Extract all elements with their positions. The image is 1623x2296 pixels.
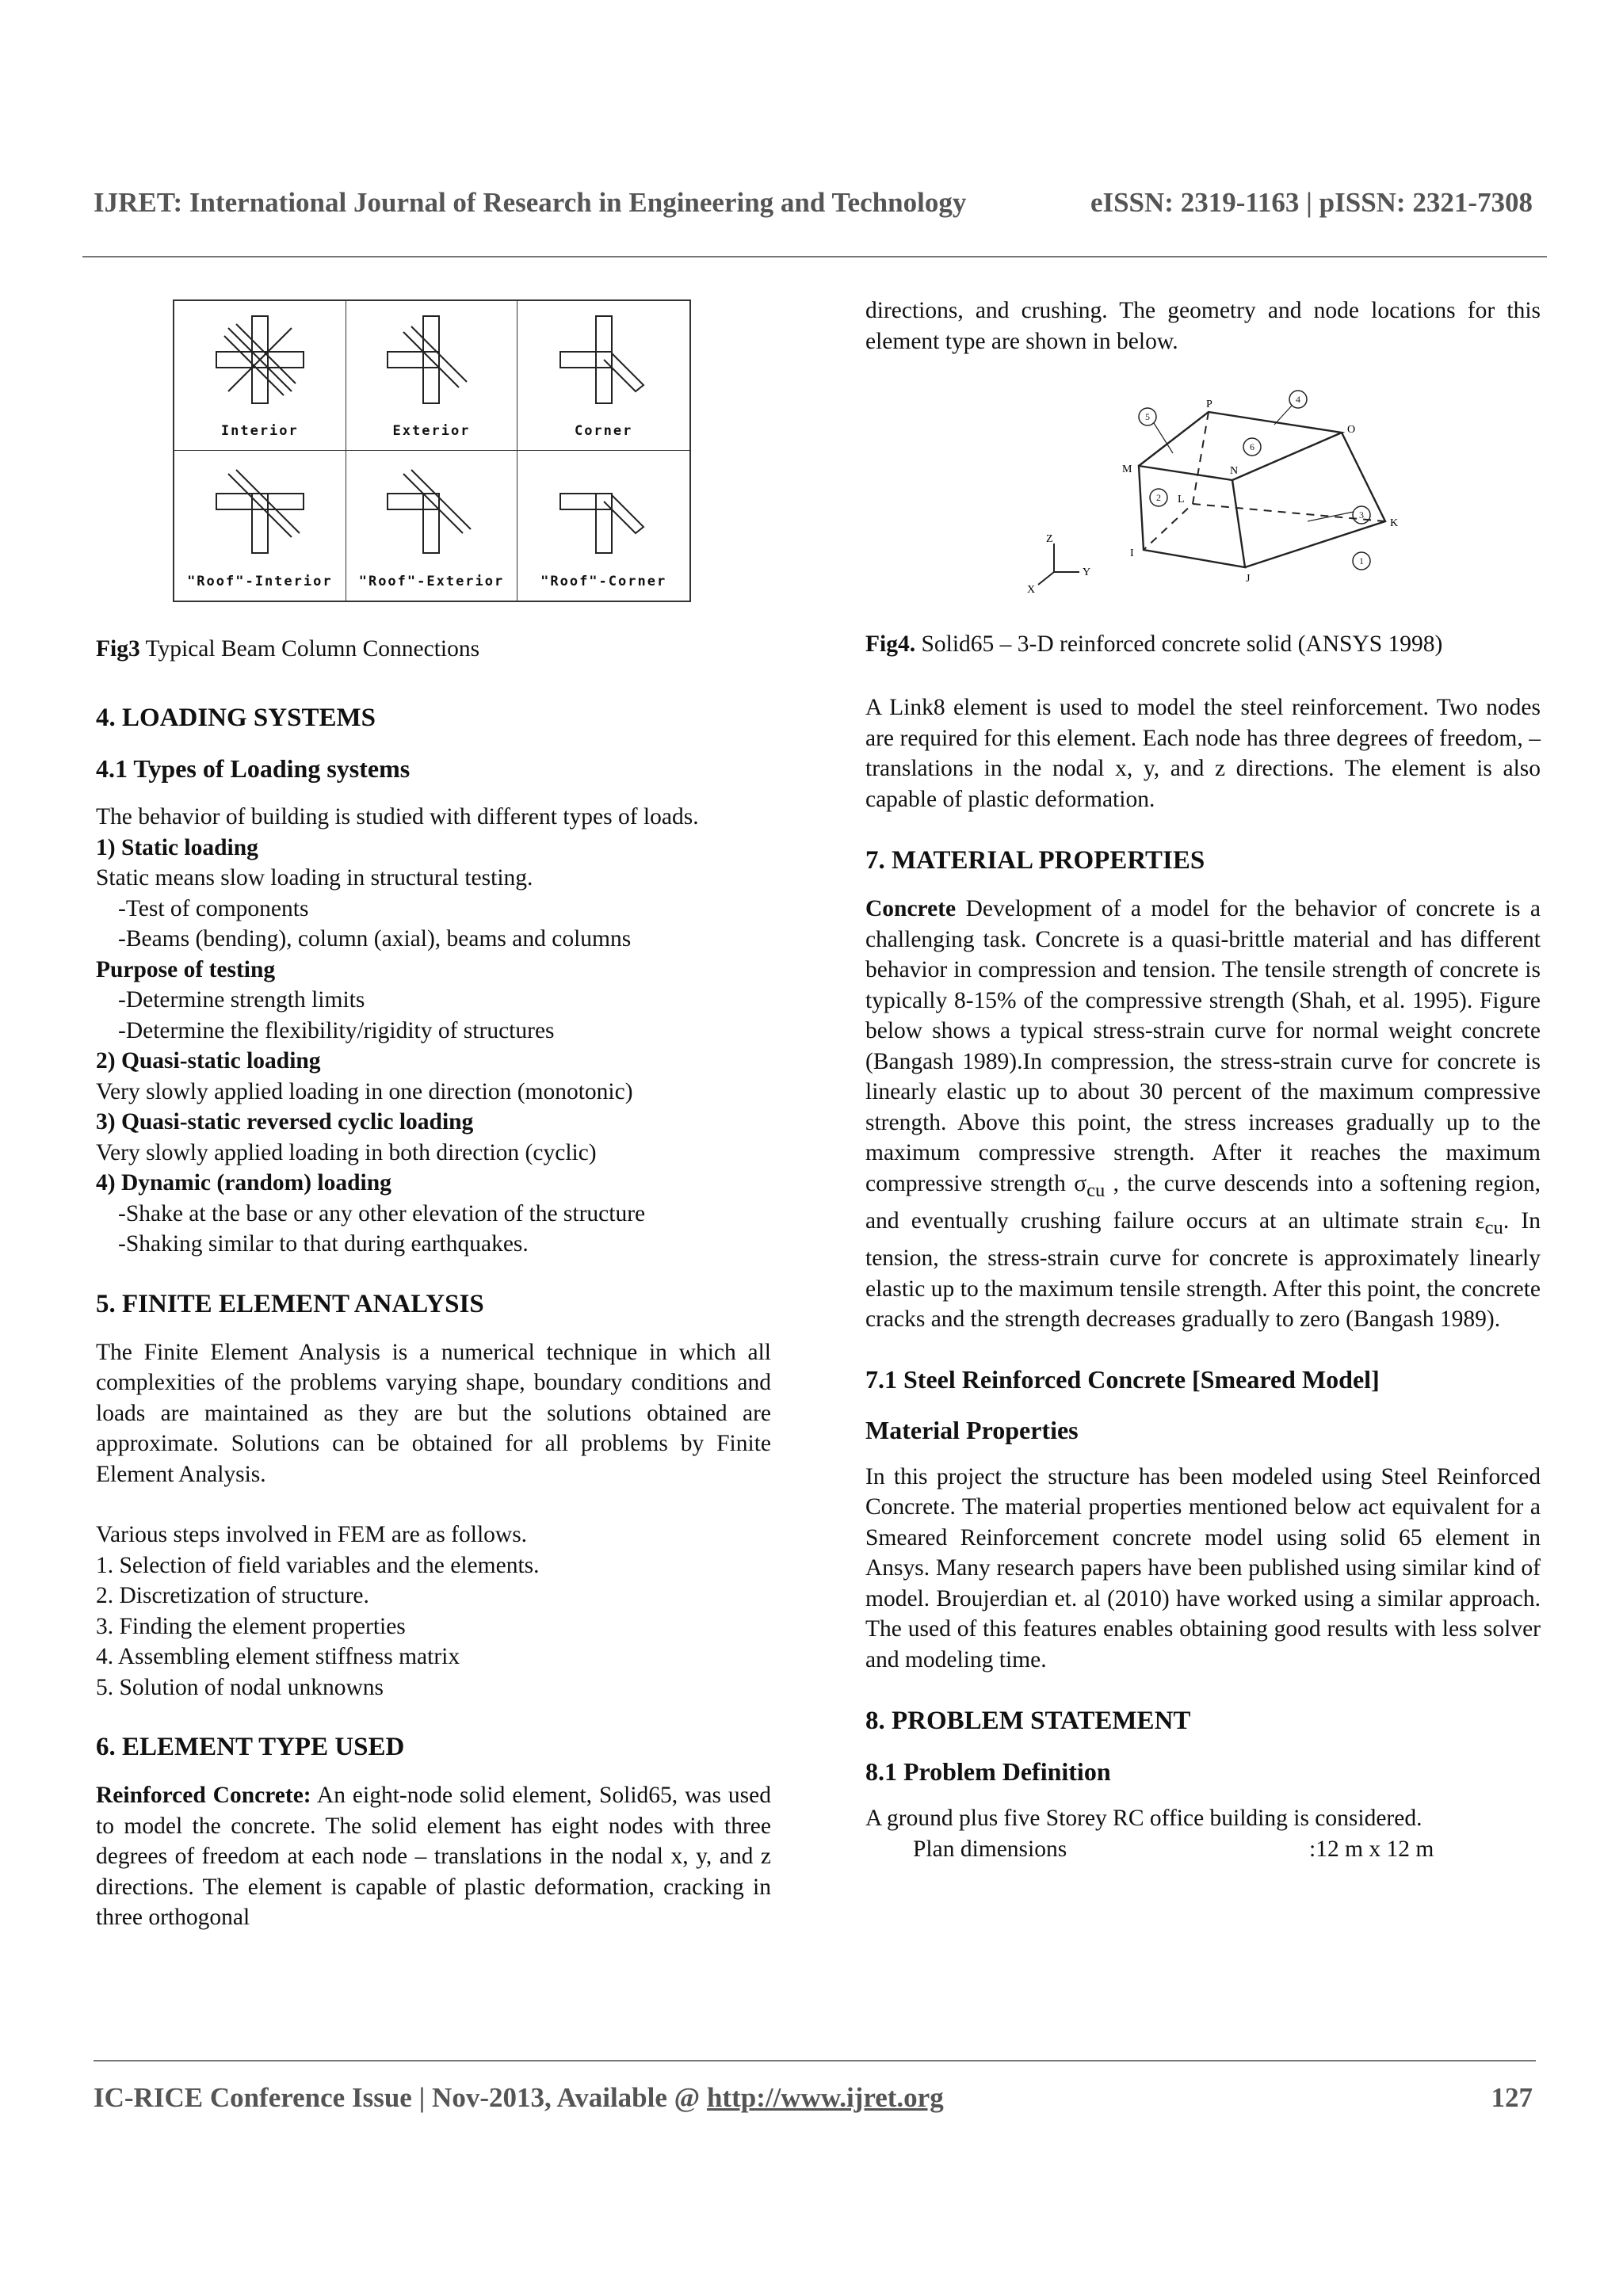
fig3-caption-label: Fig3 <box>96 636 140 662</box>
page-number: 127 <box>1491 2082 1533 2113</box>
purpose-item: -Determine strength limits <box>118 987 365 1013</box>
node-label: I <box>1130 547 1134 559</box>
static-item: -Beams (bending), column (axial), beams and columns <box>118 926 632 952</box>
fig3-cell-roof-exterior <box>346 451 518 601</box>
face-number: 1 <box>1359 555 1364 566</box>
axis-x-label: X <box>1027 584 1036 596</box>
static-item: -Test of components <box>118 895 309 921</box>
footer-conference <box>94 2082 944 2114</box>
fig3-caption <box>96 634 771 664</box>
static-loading-title: 1) Static loading <box>96 834 258 860</box>
node-label: P <box>1206 399 1212 410</box>
face-number: 5 <box>1145 411 1150 422</box>
joint-roof-corner-icon <box>556 462 651 557</box>
section-4-1-intro: The behavior of building is studied with different types of loads. <box>96 804 699 830</box>
node-label: J <box>1246 573 1251 585</box>
left-column-body <box>96 702 771 1933</box>
fig4-solid65-diagram <box>1022 385 1403 599</box>
joint-corner-icon <box>556 312 651 407</box>
dynamic-item: -Shake at the base or any other elevation of the structure <box>118 1200 646 1226</box>
face-number: 2 <box>1156 492 1161 503</box>
joint-exterior-icon <box>384 312 479 407</box>
node-label: M <box>1122 463 1132 475</box>
issn: eISSN: 2319-1163 | pISSN: 2321-7308 <box>1090 187 1533 218</box>
fig3-cell-corner <box>517 301 689 451</box>
fig4-caption <box>865 629 1541 659</box>
section-6-title: 6. ELEMENT TYPE USED <box>96 1733 405 1761</box>
joint-roof-exterior-icon <box>384 462 479 557</box>
element-continuation: directions, and crushing. The geometry and node locations for this element type are shown in below. <box>865 298 1541 354</box>
section-4-1-title: 4.1 Types of Loading systems <box>96 754 411 783</box>
fem-step: 1. Selection of field variables and the elements. <box>96 1552 540 1578</box>
cyclic-text: Very slowly applied loading in both direction (cyclic) <box>96 1139 597 1165</box>
node-label: L <box>1178 494 1185 505</box>
section-4-title: 4. LOADING SYSTEMS <box>96 704 376 732</box>
epsilon-subscript: cu <box>1484 1216 1503 1238</box>
material-properties-paragraph: In this project the structure has been modeled using Steel Reinforced Concrete. The material properties mentioned below act equivalent for a Smeared Reinforcement concrete model using solid 65 element in Ansys. Many research papers have been published using similar kind of model. Broujerdian et. al (2010) have worked using a similar approach. The used of this features enables obtaining good results with less solver and modeling time. <box>865 1463 1541 1672</box>
header-rule <box>82 256 1547 257</box>
fig3-cell-exterior <box>346 301 518 451</box>
footer-rule <box>94 2060 1536 2061</box>
concrete-text-c: . In tension, the stress-strain curve for concrete is approximately linearly elastic up to the maximum tensile strength. After this point, the concrete cracks and the strength decreases gradually to zero (Bangash 1989). <box>865 1207 1541 1333</box>
section-7-1-title: 7.1 Steel Reinforced Concrete [Smeared Model] <box>865 1364 1380 1394</box>
footer-conference-text: IC-RICE Conference Issue | Nov-2013, Available @ <box>94 2082 707 2113</box>
fig3-caption-text: Typical Beam Column Connections <box>139 636 480 662</box>
fig4-caption-text: Solid65 – 3-D reinforced concrete solid (ANSYS 1998) <box>915 631 1443 657</box>
fig3-cell-roof-interior <box>174 451 346 601</box>
link8-paragraph: A Link8 element is used to model the steel reinforcement. Two nodes are required for this element. Each node has three degrees of freedom, – translations in the nodal x, y, and z directions. The element is also capable of plastic deformation. <box>865 695 1541 812</box>
node-label: N <box>1230 465 1239 477</box>
fig4-caption-label: Fig4. <box>865 631 916 657</box>
fem-step: 4. Assembling element stiffness matrix <box>96 1644 460 1669</box>
node-label: O <box>1347 424 1356 436</box>
purpose-title: Purpose of testing <box>96 956 276 982</box>
section-6-paragraph <box>96 1780 771 1933</box>
fig3-label: Exterior <box>392 423 471 439</box>
fig3-label: Corner <box>574 423 633 439</box>
section-8-1-title: 8.1 Problem Definition <box>865 1757 1111 1787</box>
concrete-paragraph <box>865 894 1541 1335</box>
static-loading-text: Static means slow loading in structural testing. <box>96 865 533 891</box>
problem-definition-text: A ground plus five Storey RC office building is considered. <box>865 1806 1423 1832</box>
epsilon-symbol: ε <box>1475 1207 1485 1234</box>
section-8-title: 8. PROBLEM STATEMENT <box>865 1707 1191 1736</box>
concrete-lead: Concrete <box>865 896 957 921</box>
fig3-label: "Roof"-Exterior <box>358 574 505 589</box>
sigma-subscript: cu <box>1086 1179 1106 1201</box>
section-7-title: 7. MATERIAL PROPERTIES <box>865 846 1205 875</box>
concrete-text-a: Development of a model for the behavior of concrete is a challenging task. Concrete is a quasi-brittle material and has different behavior in compression and tension. The tensile strength of concrete is typically 8-15% of the compressive strength (Shah, et al. 1995). Figure below shows a typical stress-strain curve for normal weight concrete (Bangash 1989).In compression, the stress-strain curve for concrete is linearly elastic up to about 30 percent of the maximum compressive strength. Above this point, the stress increases gradually up to the maximum compressive strength. After it reaches the maximum compressive strength <box>865 896 1541 1196</box>
fem-step: 5. Solution of nodal unknowns <box>96 1674 384 1700</box>
face-number: 6 <box>1250 441 1254 452</box>
fig3-label: Interior <box>220 423 299 439</box>
quasi-static-text: Very slowly applied loading in one direction (monotonic) <box>96 1078 633 1104</box>
journal-title: IJRET: International Journal of Research in Engineering and Technology <box>94 187 967 218</box>
axis-y-label: Y <box>1083 566 1091 578</box>
section-5-title: 5. FINITE ELEMENT ANALYSIS <box>96 1289 484 1318</box>
joint-interior-icon <box>212 312 307 407</box>
joint-roof-interior-icon <box>212 462 307 557</box>
right-column-top <box>865 296 1541 357</box>
fig3-cell-roof-corner <box>517 451 689 601</box>
section-5-paragraph: The Finite Element Analysis is a numerical technique in which all complexities of the problems varying shape, boundary conditions and loads are maintained as they are but the solutions obtained are approximate. Solutions can be obtained for all problems by Finite Element Analysis. <box>96 1339 771 1487</box>
face-number: 3 <box>1359 509 1364 521</box>
dynamic-item: -Shaking similar to that during earthquakes. <box>118 1231 529 1257</box>
right-column-body <box>865 692 1541 1864</box>
concrete-text-b: , the curve descends into a softening region, and eventually crushing failure occurs at an ultimate strain <box>865 1170 1541 1234</box>
fem-step: 2. Discretization of structure. <box>96 1583 369 1608</box>
cyclic-title: 3) Quasi-static reversed cyclic loading <box>96 1109 474 1135</box>
axis-z-label: Z <box>1046 533 1053 545</box>
running-header <box>94 187 1533 219</box>
dynamic-title: 4) Dynamic (random) loading <box>96 1170 391 1196</box>
plan-dimensions-row <box>865 1834 1541 1865</box>
fig3-label: "Roof"-Corner <box>540 574 667 589</box>
fig3-beam-column-grid <box>173 299 691 602</box>
fig3-cell-interior <box>174 301 346 451</box>
running-footer <box>94 2082 1533 2114</box>
footer-url-link[interactable]: http://www.ijret.org <box>706 2082 944 2113</box>
sigma-symbol: σ <box>1074 1170 1087 1196</box>
material-properties-title: Material Properties <box>865 1415 1079 1444</box>
fem-step: 3. Finding the element properties <box>96 1613 406 1639</box>
purpose-item: -Determine the flexibility/rigidity of structures <box>118 1017 555 1043</box>
fig3-label: "Roof"-Interior <box>187 574 333 589</box>
section-6-text: An eight-node solid element, Solid65, was used to model the concrete. The solid element has eight nodes with three degrees of freedom at each node – translations in the nodal x, y, and z directions. The element is capable of plastic deformation, cracking in three orthogonal <box>96 1783 771 1930</box>
quasi-static-title: 2) Quasi-static loading <box>96 1048 321 1074</box>
node-label: K <box>1390 517 1399 529</box>
section-5-steps-intro: Various steps involved in FEM are as follows. <box>96 1522 528 1547</box>
face-number: 4 <box>1296 394 1300 405</box>
plan-dimensions-value: :12 m x 12 m <box>1309 1836 1434 1862</box>
plan-dimensions-label: Plan dimensions <box>913 1836 1067 1862</box>
section-6-lead: Reinforced Concrete: <box>96 1783 311 1808</box>
